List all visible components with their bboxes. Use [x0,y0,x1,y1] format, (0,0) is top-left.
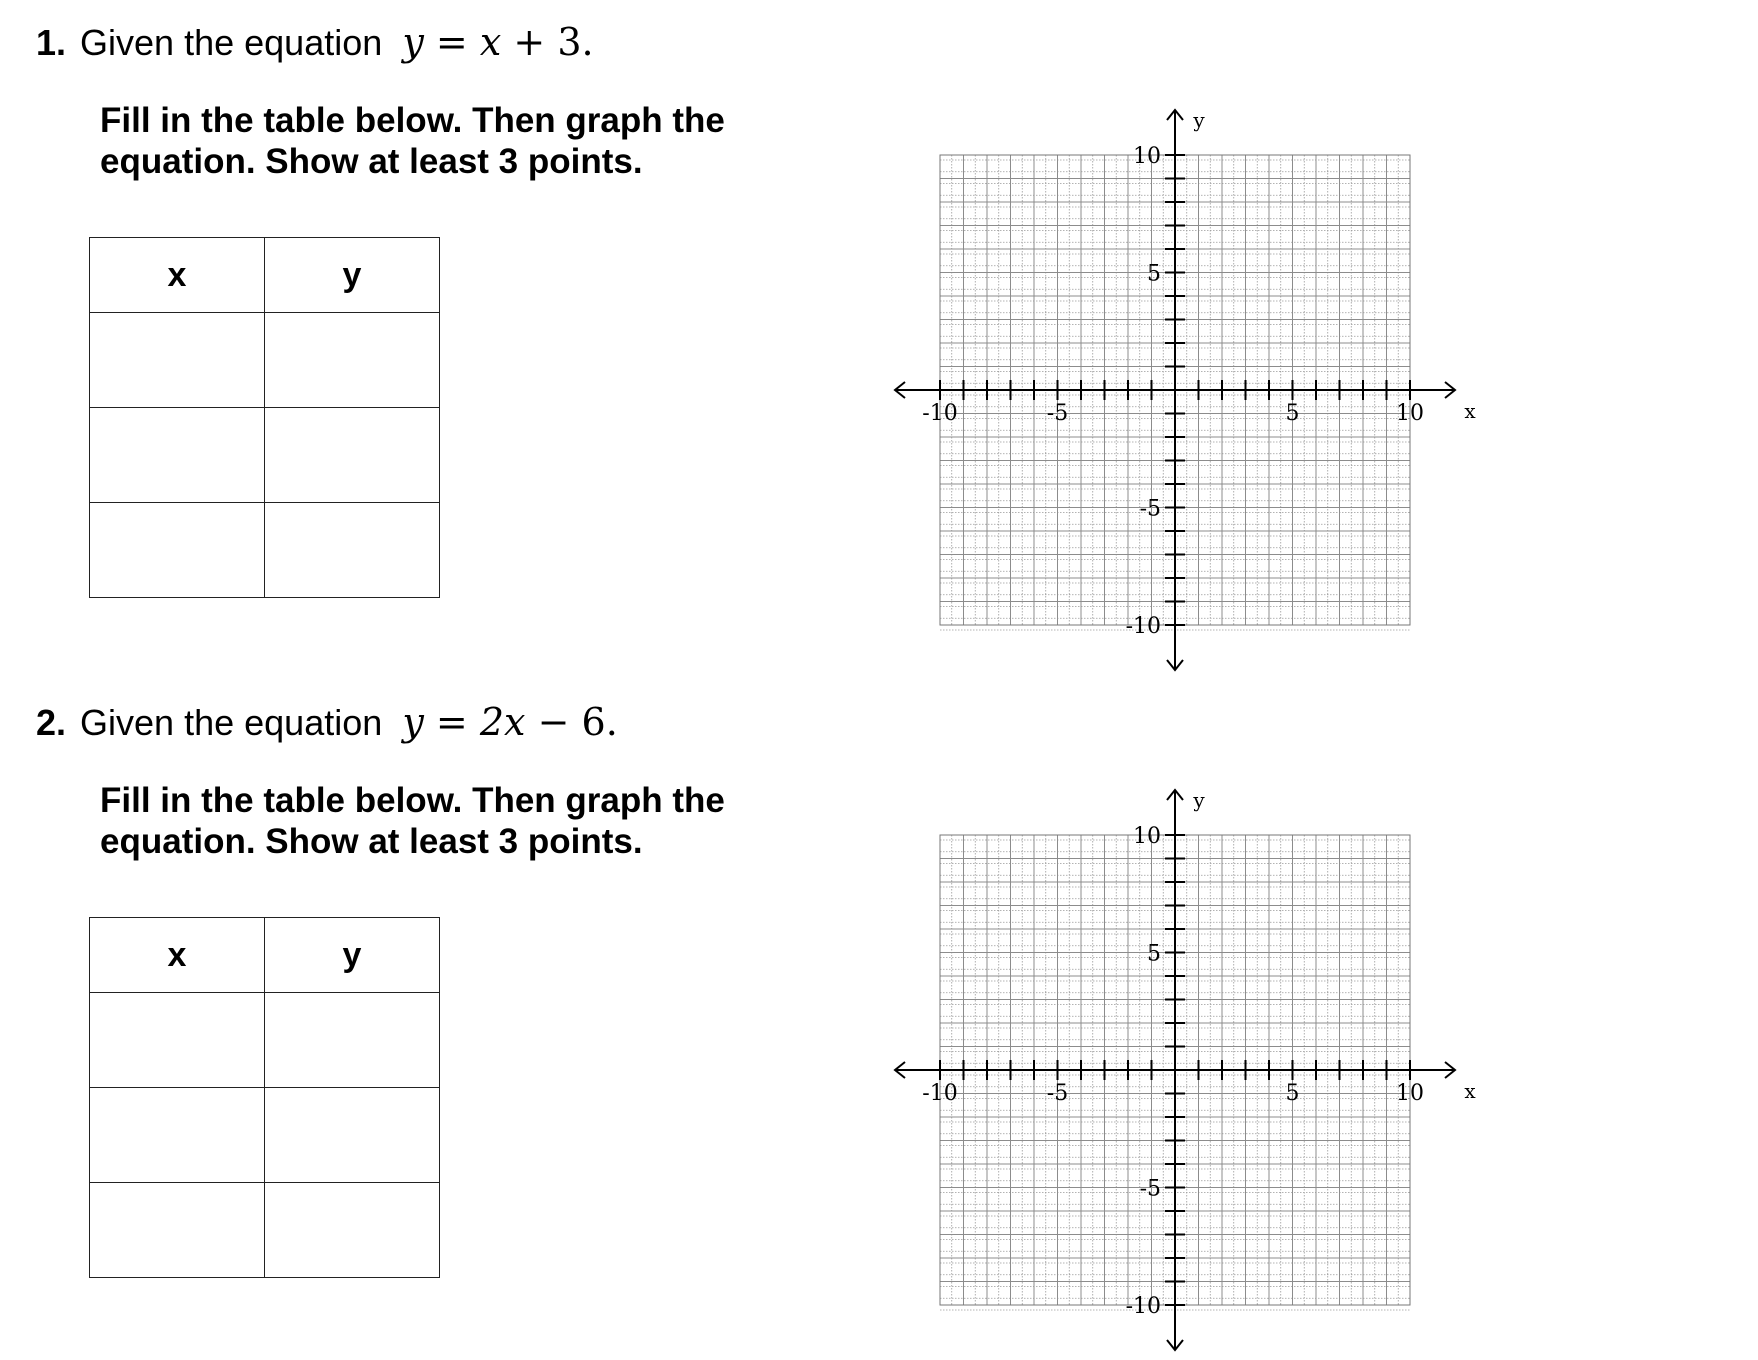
table-header-x: x [90,918,265,993]
table-cell-x[interactable] [90,993,265,1088]
equation-equals: = [435,700,468,744]
y-axis-label: y [1193,108,1205,132]
equation-equals: = [435,20,468,64]
y-tick-label: 10 [1133,824,1161,849]
table-cell-y[interactable] [265,993,440,1088]
question-2 [36,700,618,744]
y-tick-label: 10 [1133,144,1161,169]
table-header-x: x [90,238,265,313]
coordinate-plane[interactable] [880,780,1480,1360]
table-cell-x[interactable] [90,1183,265,1278]
x-tick-label: -10 [922,401,958,426]
y-tick-label: -10 [1125,614,1161,639]
instructions-1 [100,100,800,182]
y-tick-label: 5 [1147,261,1161,287]
instructions-line-2: equation. Show at least 3 points. [100,822,643,861]
x-tick-label: 10 [1396,1081,1424,1106]
table-cell-y[interactable] [265,1088,440,1183]
question-1 [36,20,594,64]
table-header-y: y [265,918,440,993]
table-row [90,1088,440,1183]
y-tick-label: 5 [1147,941,1161,967]
x-tick-label: -10 [922,1081,958,1106]
table-cell-y[interactable] [265,1183,440,1278]
instructions-2 [100,780,800,862]
table-cell-y[interactable] [265,503,440,598]
coordinate-plane[interactable] [880,100,1480,680]
x-tick-label: -5 [1046,401,1069,426]
table-row [90,1183,440,1278]
table-row [90,993,440,1088]
table-cell-x[interactable] [90,408,265,503]
xy-table-1 [89,237,440,598]
x-tick-label: 5 [1285,1081,1300,1106]
table-header-row [90,918,440,993]
table-row [90,408,440,503]
equation-end: . [581,20,594,64]
table-row [90,313,440,408]
question-prompt: Given the equation [80,702,383,743]
table-cell-x[interactable] [90,503,265,598]
equation-operator: + [513,20,546,64]
table-row [90,503,440,598]
instructions-line-1: Fill in the table below. Then graph the [100,101,725,140]
equation-operator: − [537,700,570,744]
equation [390,20,593,64]
instructions-line-2: equation. Show at least 3 points. [100,142,643,181]
question-number: 2. [36,702,67,743]
table-header-y: y [265,238,440,313]
equation-end: . [605,700,618,744]
y-axis-label: y [1193,788,1205,812]
question-prompt: Given the equation [80,22,383,63]
x-tick-label: 10 [1396,401,1424,426]
equation [390,700,618,744]
x-tick-label: 5 [1285,401,1300,426]
xy-table-2 [89,917,440,1278]
table-cell-y[interactable] [265,408,440,503]
table-cell-y[interactable] [265,313,440,408]
table-cell-x[interactable] [90,313,265,408]
equation-lhs: y [402,700,424,744]
x-axis-label: x [1464,399,1476,423]
equation-lhs: y [402,20,424,64]
x-axis-label: x [1464,1079,1476,1103]
x-tick-label: -5 [1046,1081,1069,1106]
equation-rhs-b: 6 [581,700,606,744]
instructions-line-1: Fill in the table below. Then graph the [100,781,725,820]
equation-rhs-a: 2x [479,700,526,744]
equation-rhs-b: 3 [557,20,582,64]
y-tick-label: -5 [1139,1176,1161,1202]
y-tick-label: -5 [1139,496,1161,522]
question-number: 1. [36,22,67,63]
y-tick-label: -10 [1125,1294,1161,1319]
table-header-row [90,238,440,313]
equation-rhs-a: x [479,20,502,64]
coordinate-grid-2[interactable] [880,780,1480,1360]
coordinate-grid-1[interactable] [880,100,1480,680]
table-cell-x[interactable] [90,1088,265,1183]
